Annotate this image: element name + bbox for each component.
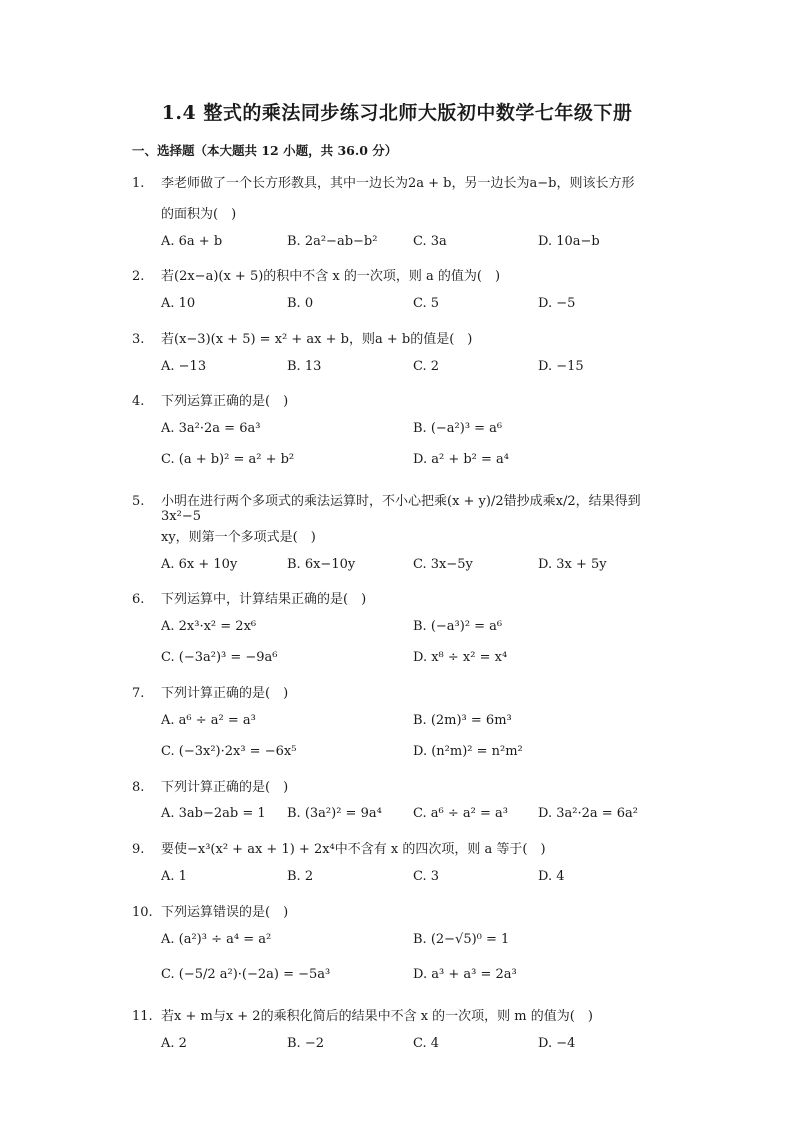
question-number: 5.: [132, 494, 145, 509]
option-c[interactable]: C. 3: [413, 869, 440, 884]
option-a[interactable]: A. 2: [161, 1036, 187, 1051]
option-c[interactable]: C. 3x−5y: [413, 557, 473, 572]
question-text: 要使−x³(x² + ax + 1) + 2x⁴中不含有 x 的四次项，则 a 等于( ): [161, 842, 546, 857]
option-d[interactable]: D. a³ + a³ = 2a³: [413, 967, 517, 982]
question-number: 11.: [132, 1009, 153, 1024]
option-a[interactable]: A. a⁶ ÷ a² = a³: [161, 713, 256, 728]
option-c[interactable]: C. 2: [413, 359, 440, 374]
question-number: 7.: [132, 686, 145, 701]
option-b[interactable]: B. (3a²)² = 9a⁴: [287, 806, 382, 821]
option-c[interactable]: C. 5: [413, 296, 440, 311]
option-a[interactable]: A. 10: [161, 296, 196, 311]
question-1-line2: 的面积为( ): [161, 207, 237, 222]
option-c[interactable]: C. a⁶ ÷ a² = a³: [413, 806, 508, 821]
section-heading: 一、选择题（本大题共 12 小题，共 36.0 分）: [132, 143, 398, 158]
question-number: 1.: [132, 176, 145, 191]
question-number: 3.: [132, 332, 145, 347]
option-d[interactable]: D. 4: [538, 869, 565, 884]
question-number: 6.: [132, 592, 145, 607]
option-c[interactable]: C. (−3x²)·2x³ = −6x⁵: [161, 744, 297, 759]
question-number: 2.: [132, 269, 145, 284]
question-number: 8.: [132, 780, 145, 795]
option-b[interactable]: B. (−a²)³ = a⁶: [413, 421, 503, 436]
question-10: [132, 901, 672, 920]
option-d[interactable]: D. −5: [538, 296, 576, 311]
option-c[interactable]: C. 3a: [413, 234, 447, 249]
option-c[interactable]: C. (−5/2 a²)·(−2a) = −5a³: [161, 967, 331, 982]
option-d[interactable]: D. 3a²·2a = 6a²: [538, 806, 639, 821]
option-b[interactable]: B. 2a²−ab−b²: [287, 234, 378, 249]
option-d[interactable]: D. x⁸ ÷ x² = x⁴: [413, 650, 508, 665]
option-b[interactable]: B. (−a³)² = a⁶: [413, 619, 503, 634]
question-1: [132, 172, 672, 191]
question-text: 下列运算正确的是( ): [161, 394, 289, 409]
option-b[interactable]: B. 13: [287, 359, 322, 374]
option-a[interactable]: A. 2x³·x² = 2x⁶: [161, 619, 257, 634]
question-text: 若(2x−a)(x + 5)的积中不含 x 的一次项，则 a 的值为( ): [161, 269, 501, 284]
question-text: 小明在进行两个多项式的乘法运算时，不小心把乘(x + y)/2错抄成乘x/2，结果得到3x²−5: [161, 494, 641, 524]
question-5-line2: xy，则第一个多项式是( ): [161, 530, 316, 545]
page-title: 1.4 整式的乘法同步练习北师大版初中数学七年级下册: [161, 102, 633, 124]
option-a[interactable]: A. 3a²·2a = 6a³: [161, 421, 261, 436]
option-a[interactable]: A. (a²)³ ÷ a⁴ = a²: [161, 932, 272, 947]
option-d[interactable]: D. 10a−b: [538, 234, 600, 249]
question-11: [132, 1005, 672, 1024]
question-7: [132, 682, 672, 701]
question-9: [132, 838, 672, 857]
option-c[interactable]: C. (−3a²)³ = −9a⁶: [161, 650, 278, 665]
option-b[interactable]: B. 2: [287, 869, 314, 884]
question-text: 李老师做了一个长方形教具，其中一边长为2a + b，另一边长为a−b，则该长方形: [161, 176, 635, 191]
question-6: [132, 588, 672, 607]
question-text: 若x + m与x + 2的乘积化简后的结果中不含 x 的一次项，则 m 的值为( ): [161, 1009, 593, 1024]
question-5: [132, 490, 672, 524]
option-a[interactable]: A. 1: [161, 869, 187, 884]
option-b[interactable]: B. (2−√5)⁰ = 1: [413, 932, 510, 947]
option-a[interactable]: A. −13: [161, 359, 207, 374]
question-number: 4.: [132, 394, 145, 409]
option-b[interactable]: B. 0: [287, 296, 314, 311]
option-b[interactable]: B. (2m)³ = 6m³: [413, 713, 512, 728]
option-a[interactable]: A. 6a + b: [161, 234, 223, 249]
option-b[interactable]: B. 6x−10y: [287, 557, 356, 572]
question-4: [132, 390, 672, 409]
question-text: 下列计算正确的是( ): [161, 686, 289, 701]
option-b[interactable]: B. −2: [287, 1036, 324, 1051]
option-d[interactable]: D. 3x + 5y: [538, 557, 607, 572]
option-d[interactable]: D. (n²m)² = n²m²: [413, 744, 523, 759]
option-c[interactable]: C. (a + b)² = a² + b²: [161, 452, 295, 467]
question-text: 若(x−3)(x + 5) = x² + ax + b，则a + b的值是( ): [161, 332, 473, 347]
question-8: [132, 776, 672, 795]
question-text: 下列运算中，计算结果正确的是( ): [161, 592, 367, 607]
question-3: [132, 328, 672, 347]
question-2: [132, 265, 672, 284]
question-number: 9.: [132, 842, 145, 857]
option-a[interactable]: A. 6x + 10y: [161, 557, 238, 572]
question-text: 下列运算错误的是( ): [161, 905, 289, 920]
option-d[interactable]: D. a² + b² = a⁴: [413, 452, 509, 467]
option-d[interactable]: D. −4: [538, 1036, 576, 1051]
option-d[interactable]: D. −15: [538, 359, 584, 374]
question-text: 下列计算正确的是( ): [161, 780, 289, 795]
question-number: 10.: [132, 905, 153, 920]
option-c[interactable]: C. 4: [413, 1036, 440, 1051]
option-a[interactable]: A. 3ab−2ab = 1: [161, 806, 266, 821]
